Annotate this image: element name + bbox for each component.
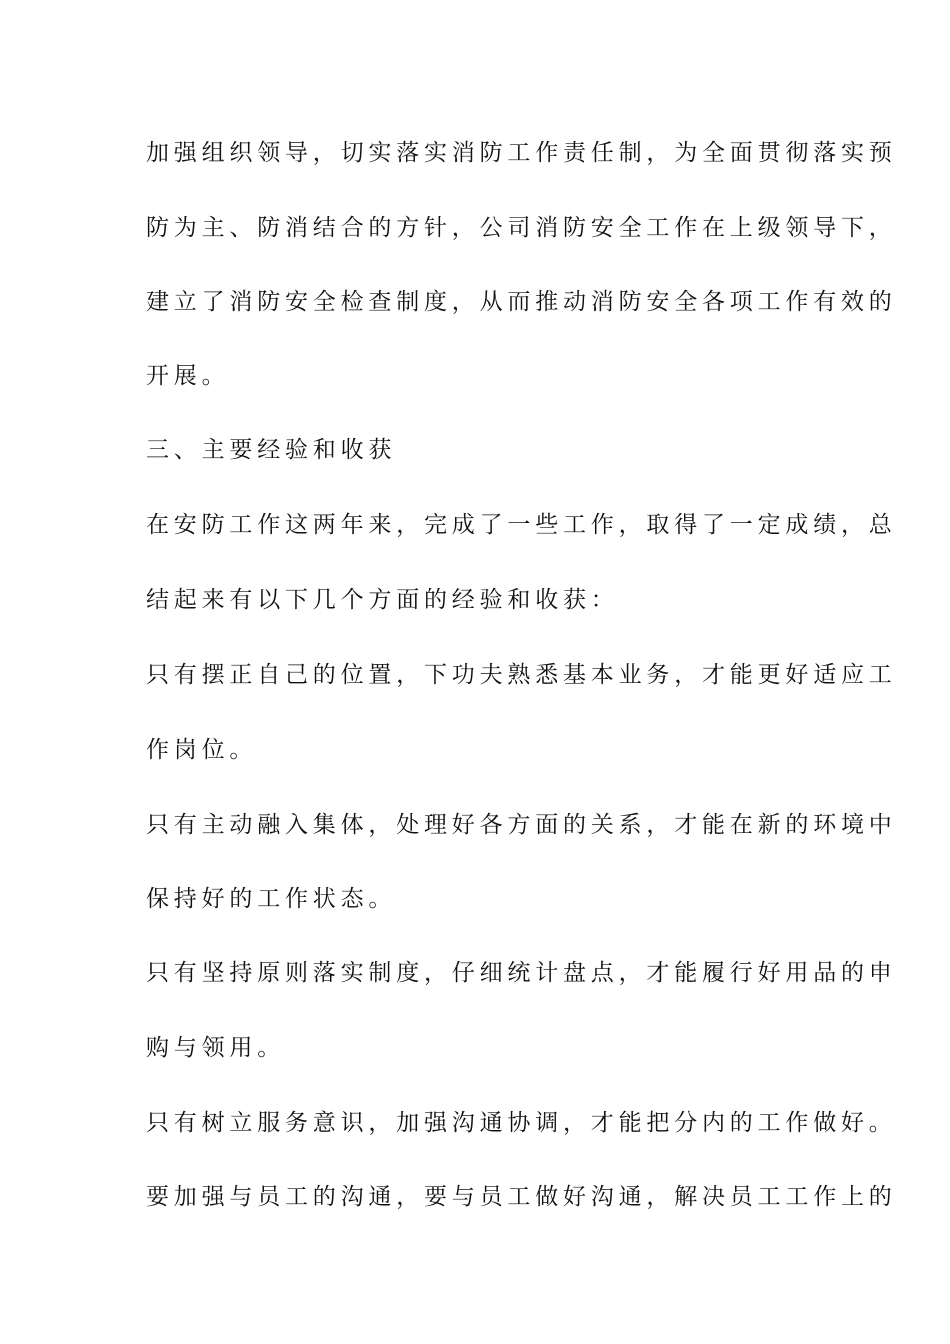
paragraph-line: 在安防工作这两年来，完成了一些工作，取得了一定成绩，总	[146, 512, 897, 538]
paragraph-line: 建立了消防安全检查制度，从而推动消防安全各项工作有效的	[146, 289, 897, 315]
paragraph-line: 防为主、防消结合的方针，公司消防安全工作在上级领导下，	[146, 215, 897, 241]
paragraph-line: 只有主动融入集体，处理好各方面的关系，才能在新的环境中	[146, 812, 897, 838]
paragraph-line: 加强组织领导，切实落实消防工作责任制，为全面贯彻落实预	[146, 140, 897, 166]
paragraph-line: 购与领用。	[146, 1035, 285, 1061]
section-heading: 三、主要经验和收获	[146, 437, 397, 463]
paragraph-line: 作岗位。	[146, 737, 258, 763]
paragraph-line: 开展。	[146, 363, 230, 389]
paragraph-line: 要加强与员工的沟通，要与员工做好沟通，解决员工工作上的	[146, 1184, 897, 1210]
paragraph-line: 只有坚持原则落实制度，仔细统计盘点，才能履行好用品的申	[146, 960, 897, 986]
paragraph-line: 只有摆正自己的位置，下功夫熟悉基本业务，才能更好适应工	[146, 662, 897, 688]
paragraph-line: 只有树立服务意识，加强沟通协调，才能把分内的工作做好。	[146, 1110, 897, 1136]
paragraph-line: 结起来有以下几个方面的经验和收获：	[146, 587, 619, 613]
paragraph-line: 保持好的工作状态。	[146, 886, 397, 912]
